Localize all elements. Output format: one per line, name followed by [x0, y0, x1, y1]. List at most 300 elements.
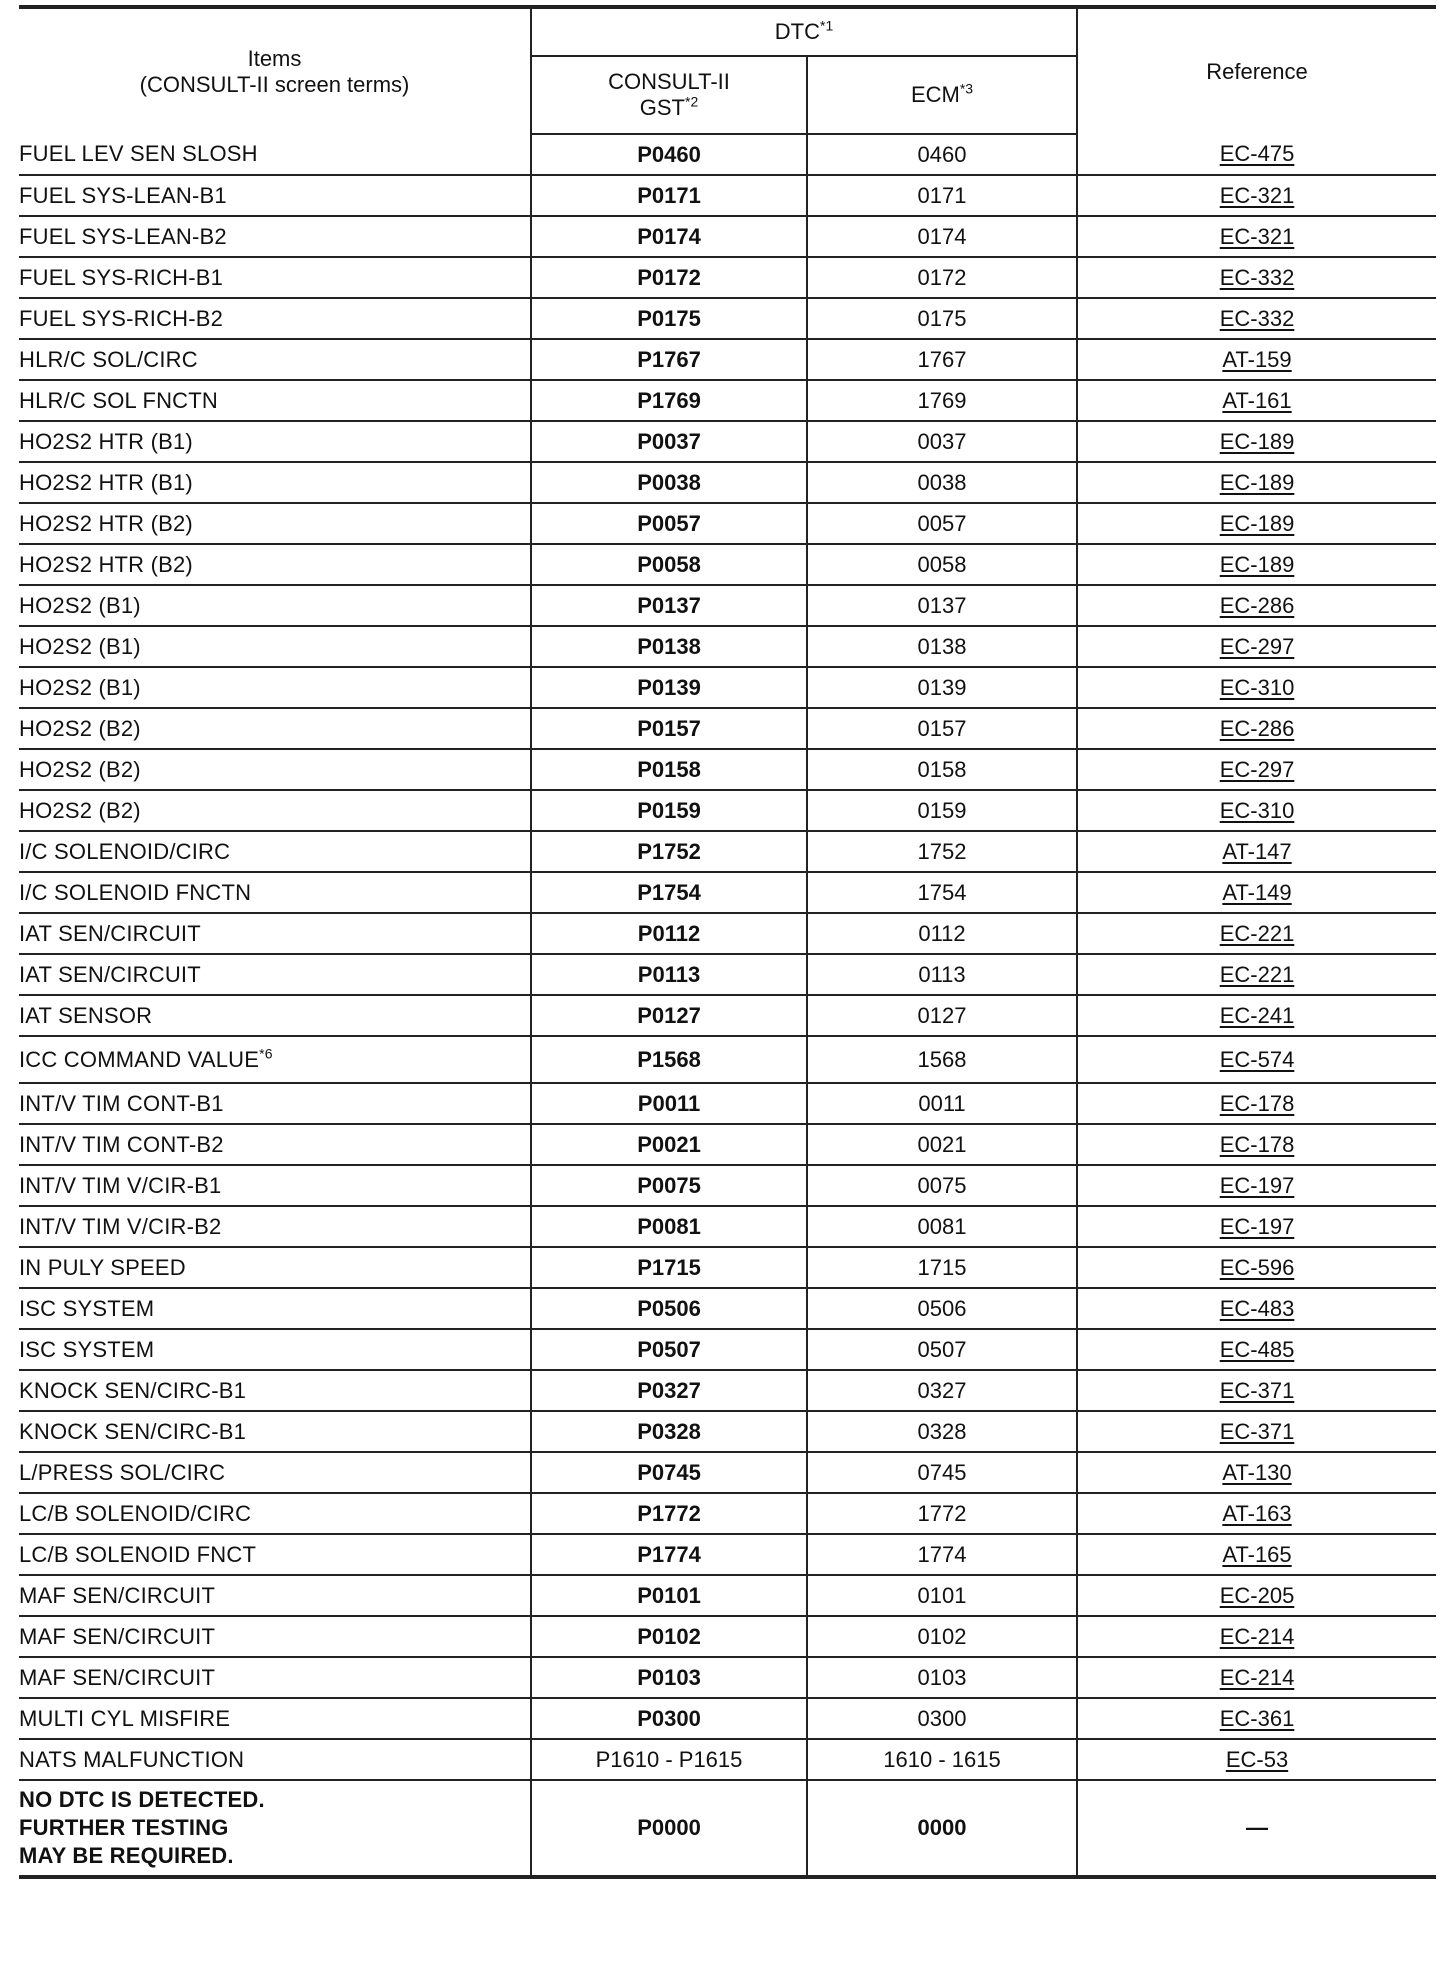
item-cell [19, 1124, 531, 1165]
item-label: FUEL SYS-RICH-B2 [19, 305, 224, 331]
ecm-code-cell: 0011 [807, 1083, 1077, 1124]
reference-link[interactable]: EC-53 [1225, 1746, 1289, 1772]
item-cell [19, 1698, 531, 1739]
reference-cell [1077, 1698, 1436, 1739]
gst-code-cell: P0101 [531, 1575, 807, 1616]
reference-link[interactable]: EC-178 [1219, 1131, 1295, 1157]
item-label: MULTI CYL MISFIRE [19, 1705, 231, 1731]
gst-code-cell: P0103 [531, 1657, 807, 1698]
table-row [19, 913, 1436, 954]
table-row [19, 831, 1436, 872]
item-cell [19, 1534, 531, 1575]
ecm-code-cell: 0113 [807, 954, 1077, 995]
ecm-code-cell: 0138 [807, 626, 1077, 667]
gst-code-cell: P0038 [531, 462, 807, 503]
reference-cell [1077, 626, 1436, 667]
reference-link[interactable]: EC-189 [1219, 469, 1295, 495]
item-cell [19, 421, 531, 462]
reference-cell [1077, 995, 1436, 1036]
gst-code-cell: P0011 [531, 1083, 807, 1124]
item-cell [19, 1493, 531, 1534]
ecm-header [807, 56, 1077, 134]
table-row [19, 257, 1436, 298]
table-row [19, 380, 1436, 421]
reference-cell [1077, 298, 1436, 339]
reference-cell [1077, 913, 1436, 954]
item-cell [19, 257, 531, 298]
item-label: I/C SOLENOID FNCTN [19, 879, 252, 905]
reference-link[interactable]: EC-361 [1219, 1705, 1295, 1731]
table-row [19, 134, 1436, 175]
ecm-code-cell: 1774 [807, 1534, 1077, 1575]
item-cell [19, 1739, 531, 1780]
gst-code-cell: P0058 [531, 544, 807, 585]
item-cell [19, 872, 531, 913]
table-row [19, 749, 1436, 790]
reference-link[interactable]: EC-310 [1219, 674, 1295, 700]
ecm-code-cell: 1752 [807, 831, 1077, 872]
reference-link[interactable]: EC-197 [1219, 1213, 1295, 1239]
reference-link[interactable]: EC-286 [1219, 715, 1295, 741]
no-dtc-line3: MAY BE REQUIRED. [19, 1843, 234, 1868]
table-row [19, 216, 1436, 257]
table-row [19, 708, 1436, 749]
reference-link[interactable]: EC-483 [1219, 1295, 1295, 1321]
item-label: IAT SEN/CIRCUIT [19, 920, 201, 946]
gst-code-cell: P0139 [531, 667, 807, 708]
table-row [19, 667, 1436, 708]
gst-code-cell: P1752 [531, 831, 807, 872]
table-row [19, 1288, 1436, 1329]
ecm-code-cell: 0103 [807, 1657, 1077, 1698]
gst-code-cell: P0138 [531, 626, 807, 667]
ecm-code-cell: 0075 [807, 1165, 1077, 1206]
item-cell [19, 626, 531, 667]
ecm-code-cell: 0038 [807, 462, 1077, 503]
reference-cell [1077, 1493, 1436, 1534]
reference-cell [1077, 1247, 1436, 1288]
reference-link[interactable]: EC-596 [1219, 1254, 1295, 1280]
ecm-code-cell: 0506 [807, 1288, 1077, 1329]
ecm-code-cell: 0157 [807, 708, 1077, 749]
item-cell [19, 790, 531, 831]
table-row [19, 1247, 1436, 1288]
reference-link[interactable]: EC-321 [1219, 223, 1295, 249]
reference-cell [1077, 1452, 1436, 1493]
reference-link[interactable]: EC-197 [1219, 1172, 1295, 1198]
reference-cell [1077, 1036, 1436, 1083]
dtc-table [19, 5, 1436, 1879]
gst-code-cell: P0158 [531, 749, 807, 790]
gst-code-cell: P1568 [531, 1036, 807, 1083]
reference-link[interactable]: EC-189 [1219, 551, 1295, 577]
table-row [19, 1739, 1436, 1780]
gst-code-cell: P0507 [531, 1329, 807, 1370]
item-label: INT/V TIM V/CIR-B1 [19, 1172, 222, 1198]
reference-link[interactable]: AT-159 [1222, 346, 1292, 372]
reference-link[interactable]: EC-297 [1219, 756, 1295, 782]
item-cell [19, 1165, 531, 1206]
item-cell [19, 134, 531, 175]
item-label: MAF SEN/CIRCUIT [19, 1664, 216, 1690]
ecm-code-cell: 0127 [807, 995, 1077, 1036]
item-cell [19, 1083, 531, 1124]
table-row [19, 1616, 1436, 1657]
table-row [19, 1036, 1436, 1083]
item-cell [19, 1657, 531, 1698]
reference-cell [1077, 1083, 1436, 1124]
no-dtc-item [19, 1780, 531, 1877]
reference-cell [1077, 1206, 1436, 1247]
table-row [19, 1657, 1436, 1698]
gst-code-cell: P1772 [531, 1493, 807, 1534]
table-body [19, 134, 1436, 1877]
item-label: HO2S2 HTR (B2) [19, 510, 193, 536]
item-cell [19, 995, 531, 1036]
ecm-code-cell: 0021 [807, 1124, 1077, 1165]
dtc-header-label: DTC [774, 19, 820, 44]
reference-link[interactable]: EC-574 [1219, 1046, 1295, 1072]
table-row [19, 339, 1436, 380]
gst-code-cell: P0075 [531, 1165, 807, 1206]
no-dtc-line1: NO DTC IS DETECTED. [19, 1787, 265, 1812]
reference-cell [1077, 1165, 1436, 1206]
ecm-code-cell: 0175 [807, 298, 1077, 339]
item-label: HO2S2 HTR (B2) [19, 551, 193, 577]
ecm-code-cell: 0327 [807, 1370, 1077, 1411]
reference-link[interactable]: AT-149 [1222, 879, 1292, 905]
reference-link[interactable]: EC-475 [1219, 141, 1295, 166]
ecm-code-cell: 0101 [807, 1575, 1077, 1616]
reference-cell [1077, 790, 1436, 831]
gst-code-cell: P1754 [531, 872, 807, 913]
item-label: FUEL SYS-LEAN-B2 [19, 223, 227, 249]
item-label: FUEL LEV SEN SLOSH [19, 141, 258, 166]
gst-code-cell: P0057 [531, 503, 807, 544]
table-row [19, 1083, 1436, 1124]
item-cell [19, 1288, 531, 1329]
gst-code-cell: P0157 [531, 708, 807, 749]
no-dtc-ecm: 0000 [807, 1780, 1077, 1877]
reference-link[interactable]: AT-165 [1222, 1541, 1292, 1567]
reference-cell [1077, 421, 1436, 462]
ecm-code-cell: 1767 [807, 339, 1077, 380]
item-label: IN PULY SPEED [19, 1254, 186, 1280]
table-row [19, 1329, 1436, 1370]
ecm-code-cell: 0058 [807, 544, 1077, 585]
item-footnote-marker: *6 [259, 1045, 273, 1062]
gst-code-cell: P0328 [531, 1411, 807, 1452]
gst-code-cell: P0127 [531, 995, 807, 1036]
item-label: IAT SEN/CIRCUIT [19, 961, 201, 987]
reference-link[interactable]: EC-371 [1219, 1418, 1295, 1444]
item-label: HO2S2 (B2) [19, 797, 141, 823]
reference-cell [1077, 585, 1436, 626]
gst-code-cell: P0327 [531, 1370, 807, 1411]
reference-cell [1077, 503, 1436, 544]
item-label: NATS MALFUNCTION [19, 1746, 245, 1772]
item-cell [19, 1036, 531, 1083]
item-cell [19, 749, 531, 790]
reference-link[interactable]: EC-321 [1219, 182, 1295, 208]
gst-code-cell: P1774 [531, 1534, 807, 1575]
gst-header-label: GST [639, 95, 685, 120]
table-row [19, 1206, 1436, 1247]
reference-cell [1077, 667, 1436, 708]
gst-code-cell: P0172 [531, 257, 807, 298]
gst-code-cell: P1767 [531, 339, 807, 380]
reference-link[interactable]: EC-332 [1219, 264, 1295, 290]
table-row [19, 585, 1436, 626]
reference-cell [1077, 954, 1436, 995]
reference-cell [1077, 1329, 1436, 1370]
reference-cell [1077, 1124, 1436, 1165]
item-cell [19, 544, 531, 585]
reference-cell [1077, 1575, 1436, 1616]
item-label: INT/V TIM CONT-B1 [19, 1090, 224, 1116]
item-label: INT/V TIM CONT-B2 [19, 1131, 224, 1157]
reference-cell [1077, 1616, 1436, 1657]
table-row [19, 298, 1436, 339]
item-cell [19, 380, 531, 421]
reference-link[interactable]: EC-214 [1219, 1664, 1295, 1690]
gst-code-cell: P0175 [531, 298, 807, 339]
item-label: LC/B SOLENOID FNCT [19, 1541, 257, 1567]
reference-cell [1077, 1657, 1436, 1698]
item-label: MAF SEN/CIRCUIT [19, 1623, 216, 1649]
item-cell [19, 667, 531, 708]
reference-cell [1077, 339, 1436, 380]
reference-cell [1077, 1411, 1436, 1452]
dtc-footnote-marker: *1 [820, 17, 834, 34]
ecm-code-cell: 1715 [807, 1247, 1077, 1288]
reference-link[interactable]: EC-189 [1219, 428, 1295, 454]
item-label: HLR/C SOL FNCTN [19, 387, 218, 413]
items-header-line1: Items [247, 45, 302, 71]
gst-code-cell: P0506 [531, 1288, 807, 1329]
table-row [19, 872, 1436, 913]
item-cell [19, 339, 531, 380]
ecm-code-cell: 0102 [807, 1616, 1077, 1657]
item-label: ISC SYSTEM [19, 1336, 155, 1362]
ecm-code-cell: 0172 [807, 257, 1077, 298]
item-cell [19, 503, 531, 544]
ecm-code-cell: 0171 [807, 175, 1077, 216]
reference-link[interactable]: EC-221 [1219, 961, 1295, 987]
table-row [19, 175, 1436, 216]
item-label: HO2S2 HTR (B1) [19, 469, 193, 495]
table-row [19, 954, 1436, 995]
item-cell [19, 1370, 531, 1411]
item-label: I/C SOLENOID/CIRC [19, 838, 231, 864]
reference-link[interactable]: EC-310 [1219, 797, 1295, 823]
reference-cell [1077, 462, 1436, 503]
item-label: L/PRESS SOL/CIRC [19, 1459, 226, 1485]
gst-code-cell: P0745 [531, 1452, 807, 1493]
gst-code-cell: P0460 [531, 134, 807, 175]
ecm-code-cell: 0057 [807, 503, 1077, 544]
reference-cell [1077, 1370, 1436, 1411]
ecm-code-cell: 0174 [807, 216, 1077, 257]
table-row [19, 1452, 1436, 1493]
reference-cell [1077, 831, 1436, 872]
item-cell [19, 175, 531, 216]
table-row [19, 995, 1436, 1036]
gst-footnote-marker: *2 [685, 93, 699, 110]
ecm-code-cell: 0081 [807, 1206, 1077, 1247]
no-dtc-line2: FURTHER TESTING [19, 1815, 229, 1840]
item-cell [19, 585, 531, 626]
item-label: HO2S2 (B2) [19, 715, 141, 741]
item-cell [19, 462, 531, 503]
item-label: HO2S2 HTR (B1) [19, 428, 193, 454]
table-row [19, 626, 1436, 667]
table-row [19, 1124, 1436, 1165]
gst-code-cell: P0081 [531, 1206, 807, 1247]
items-header [19, 7, 531, 134]
item-label: MAF SEN/CIRCUIT [19, 1582, 216, 1608]
reference-link[interactable]: AT-163 [1222, 1500, 1292, 1526]
table-row [19, 1411, 1436, 1452]
ecm-code-cell: 0745 [807, 1452, 1077, 1493]
item-cell [19, 1575, 531, 1616]
gst-code-cell: P0171 [531, 175, 807, 216]
reference-cell [1077, 872, 1436, 913]
gst-code-cell: P0021 [531, 1124, 807, 1165]
reference-link[interactable]: EC-297 [1219, 633, 1295, 659]
items-header-line2: (CONSULT-II screen terms) [139, 71, 410, 97]
reference-cell [1077, 380, 1436, 421]
table-row [19, 1370, 1436, 1411]
table-row [19, 503, 1436, 544]
consult-gst-header [531, 56, 807, 134]
table-row [19, 1534, 1436, 1575]
reference-link[interactable]: EC-189 [1219, 510, 1295, 536]
table-row [19, 1575, 1436, 1616]
reference-link[interactable]: AT-161 [1222, 387, 1292, 413]
item-label: HO2S2 (B1) [19, 592, 141, 618]
reference-cell [1077, 708, 1436, 749]
item-cell [19, 1452, 531, 1493]
gst-code-cell: P1610 - P1615 [531, 1739, 807, 1780]
item-label: KNOCK SEN/CIRC-B1 [19, 1418, 247, 1444]
gst-code-cell: P0112 [531, 913, 807, 954]
item-cell [19, 298, 531, 339]
gst-code-cell: P0102 [531, 1616, 807, 1657]
table-row [19, 1165, 1436, 1206]
reference-cell [1077, 216, 1436, 257]
item-label: INT/V TIM V/CIR-B2 [19, 1213, 222, 1239]
item-label: ISC SYSTEM [19, 1295, 155, 1321]
item-label: HLR/C SOL/CIRC [19, 346, 198, 372]
reference-link[interactable]: EC-332 [1219, 305, 1295, 331]
item-cell [19, 1411, 531, 1452]
dtc-header [531, 7, 1077, 56]
reference-link[interactable]: EC-221 [1219, 920, 1295, 946]
reference-cell [1077, 749, 1436, 790]
ecm-code-cell: 0137 [807, 585, 1077, 626]
reference-cell [1077, 1739, 1436, 1780]
table-row [19, 1698, 1436, 1739]
item-label: ICC COMMAND VALUE [19, 1046, 260, 1072]
reference-link[interactable]: AT-130 [1222, 1459, 1292, 1485]
table-row [19, 1493, 1436, 1534]
reference-link[interactable]: EC-205 [1219, 1582, 1295, 1608]
item-cell [19, 1616, 531, 1657]
item-cell [19, 216, 531, 257]
item-label: HO2S2 (B2) [19, 756, 141, 782]
item-cell [19, 1329, 531, 1370]
ecm-code-cell: 0037 [807, 421, 1077, 462]
table-header [19, 7, 1436, 134]
reference-link[interactable]: EC-485 [1219, 1336, 1295, 1362]
reference-link[interactable]: AT-147 [1222, 838, 1292, 864]
item-label: KNOCK SEN/CIRC-B1 [19, 1377, 247, 1403]
ecm-code-cell: 0507 [807, 1329, 1077, 1370]
ecm-code-cell: 0139 [807, 667, 1077, 708]
ecm-header-label: ECM [910, 82, 960, 107]
table-row [19, 421, 1436, 462]
consult-header-line1: CONSULT-II [608, 69, 730, 94]
reference-cell [1077, 134, 1436, 175]
reference-link[interactable]: EC-214 [1219, 1623, 1295, 1649]
gst-code-cell: P1769 [531, 380, 807, 421]
table-row [19, 790, 1436, 831]
no-dtc-ref: — [1077, 1780, 1436, 1877]
reference-link[interactable]: EC-286 [1219, 592, 1295, 618]
reference-link[interactable]: EC-241 [1219, 1002, 1295, 1028]
item-cell [19, 954, 531, 995]
gst-code-cell: P0174 [531, 216, 807, 257]
ecm-code-cell: 0112 [807, 913, 1077, 954]
item-label: HO2S2 (B1) [19, 674, 141, 700]
ecm-code-cell: 1610 - 1615 [807, 1739, 1077, 1780]
item-cell [19, 708, 531, 749]
item-label: LC/B SOLENOID/CIRC [19, 1500, 252, 1526]
no-dtc-gst: P0000 [531, 1780, 807, 1877]
ecm-code-cell: 0328 [807, 1411, 1077, 1452]
reference-header: Reference [1077, 7, 1436, 134]
table-row [19, 462, 1436, 503]
ecm-code-cell: 0159 [807, 790, 1077, 831]
item-cell [19, 913, 531, 954]
reference-cell [1077, 175, 1436, 216]
item-cell [19, 1206, 531, 1247]
reference-cell [1077, 257, 1436, 298]
ecm-code-cell: 1772 [807, 1493, 1077, 1534]
gst-code-cell: P0300 [531, 1698, 807, 1739]
item-label: IAT SENSOR [19, 1002, 153, 1028]
item-label: HO2S2 (B1) [19, 633, 141, 659]
reference-cell [1077, 1288, 1436, 1329]
gst-code-cell: P0159 [531, 790, 807, 831]
ecm-code-cell: 1568 [807, 1036, 1077, 1083]
gst-code-cell: P0137 [531, 585, 807, 626]
ecm-code-cell: 0158 [807, 749, 1077, 790]
item-cell [19, 1247, 531, 1288]
ecm-code-cell: 1769 [807, 380, 1077, 421]
reference-link[interactable]: EC-178 [1219, 1090, 1295, 1116]
ecm-code-cell: 0460 [807, 134, 1077, 175]
gst-code-cell: P0113 [531, 954, 807, 995]
ecm-code-cell: 1754 [807, 872, 1077, 913]
item-label: FUEL SYS-RICH-B1 [19, 264, 224, 290]
table-row-no-dtc [19, 1780, 1436, 1877]
table-row [19, 544, 1436, 585]
reference-link[interactable]: EC-371 [1219, 1377, 1295, 1403]
item-label: FUEL SYS-LEAN-B1 [19, 182, 227, 208]
reference-cell [1077, 544, 1436, 585]
